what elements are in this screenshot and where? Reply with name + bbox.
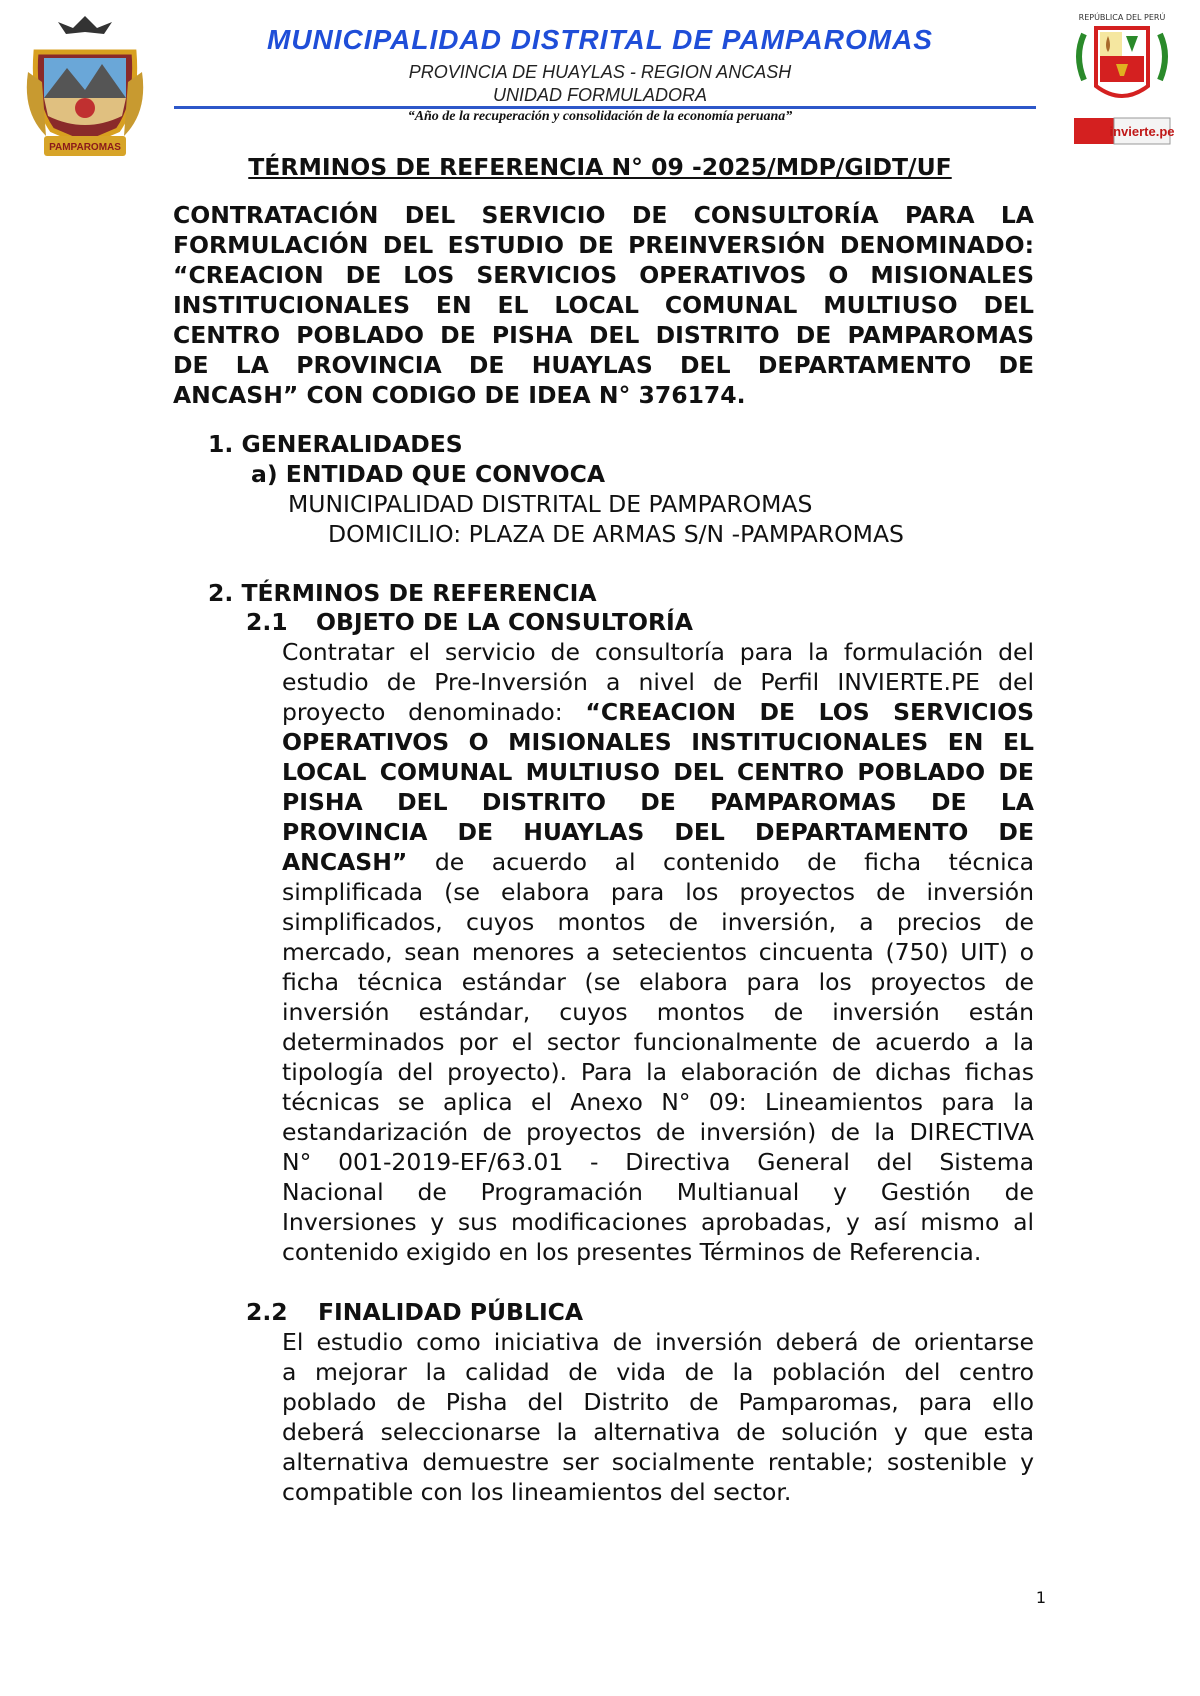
paragraph-line: tipología del proyecto). Para la elaboración de dichas fichas xyxy=(282,1058,1034,1086)
paragraph-line: PROVINCIA DE HUAYLAS DEL DEPARTAMENTO DE xyxy=(282,818,1034,846)
entity-address: DOMICILIO: PLAZA DE ARMAS S/N -PAMPAROMAS xyxy=(328,520,904,548)
subject-line: “CREACION DE LOS SERVICIOS OPERATIVOS O MISIONALES xyxy=(173,261,1034,289)
subject-line: DE LA PROVINCIA DE HUAYLAS DEL DEPARTAMENTO DE xyxy=(173,351,1034,379)
paragraph-line: Inversiones y sus modificaciones aprobadas, y así mismo al xyxy=(282,1208,1034,1236)
left-logo-banner-text: PAMPAROMAS xyxy=(49,142,121,153)
paragraph-line: mercado, sean menores a setecientos cincuenta (750) UIT) o xyxy=(282,938,1034,966)
municipal-coat-of-arms-logo xyxy=(22,12,148,158)
paragraph-line: LOCAL COMUNAL MULTIUSO DEL CENTRO POBLADO DE xyxy=(282,758,1034,786)
subject-line: FORMULACIÓN DEL ESTUDIO DE PREINVERSIÓN DENOMINADO: xyxy=(173,231,1034,259)
section-2-2-number: 2.2 xyxy=(246,1298,288,1326)
paragraph-line: OPERATIVOS O MISIONALES INSTITUCIONALES EN EL xyxy=(282,728,1034,756)
subject-line: ANCASH” CON CODIGO DE IDEA N° 376174. xyxy=(173,381,746,409)
paragraph-line: estudio de Pre-Inversión a nivel de Perfil INVIERTE.PE del xyxy=(282,668,1034,696)
subject-line: CONTRATACIÓN DEL SERVICIO DE CONSULTORÍA PARA LA xyxy=(173,201,1034,229)
paragraph-line: poblado de Pisha del Distrito de Pamparomas, para ello xyxy=(282,1388,1034,1416)
paragraph-line: PISHA DEL DISTRITO DE PAMPAROMAS DE LA xyxy=(282,788,1034,816)
section-2-heading: 2. TÉRMINOS DE REFERENCIA xyxy=(208,579,597,607)
paragraph-line: contenido exigido en los presentes Términos de Referencia. xyxy=(282,1238,982,1266)
section-2-1-number: 2.1 xyxy=(246,608,288,636)
subject-line: CENTRO POBLADO DE PISHA DEL DISTRITO DE PAMPAROMAS xyxy=(173,321,1034,349)
section-2-2-paragraph xyxy=(282,1327,1034,1507)
peru-shield-invierte-logo xyxy=(1066,6,1178,148)
section-1-heading: 1. GENERALIDADES xyxy=(208,430,463,458)
section-2-1-title: OBJETO DE LA CONSULTORÍA xyxy=(316,608,693,636)
section-2-1-paragraph xyxy=(282,637,1034,1267)
municipality-title: MUNICIPALIDAD DISTRITAL DE PAMPAROMAS xyxy=(267,24,933,55)
page-number: 1 xyxy=(1035,1588,1046,1607)
line-bold-part: “CREACION DE LOS SERVICIOS xyxy=(585,698,1034,726)
entity-name: MUNICIPALIDAD DISTRITAL DE PAMPAROMAS xyxy=(288,490,813,518)
paragraph-line-mixed xyxy=(282,697,1034,727)
paragraph-line: estandarización de proyectos de inversión) de la DIRECTIVA xyxy=(282,1118,1034,1146)
section-1a-heading: a) ENTIDAD QUE CONVOCA xyxy=(251,460,606,488)
line-bold-part: ANCASH” xyxy=(282,848,408,876)
paragraph-line: alternativa demuestre ser socialmente rentable; sostenible y xyxy=(282,1448,1034,1476)
invierte-badge-text: invierte.pe xyxy=(1109,124,1175,139)
line-plain-part: proyecto denominado: xyxy=(282,698,586,726)
paragraph-line: simplificados, cuyos montos de inversión, a precios de xyxy=(282,908,1034,936)
subject-line: INSTITUCIONALES EN EL LOCAL COMUNAL MULTIUSO DEL xyxy=(173,291,1034,319)
section-2-2-title: FINALIDAD PÚBLICA xyxy=(318,1298,584,1326)
unit-subtitle: UNIDAD FORMULADORA xyxy=(492,85,707,105)
paragraph-line: determinados por el sector funcionalmente de acuerdo a la xyxy=(282,1028,1034,1056)
paragraph-line: ficha técnica estándar (se elabora para los proyectos de xyxy=(282,968,1034,996)
paragraph-line: técnicas se aplica el Anexo N° 09: Lineamientos para la xyxy=(282,1088,1034,1116)
paragraph-line: inversión estándar, cuyos montos de inversión están xyxy=(282,998,1034,1026)
consultancy-subject xyxy=(173,200,1034,410)
province-subtitle: PROVINCIA DE HUAYLAS - REGION ANCASH xyxy=(408,62,792,82)
paragraph-line-mixed xyxy=(282,847,1034,877)
paragraph-line: compatible con los lineamientos del sector. xyxy=(282,1478,792,1506)
line-plain-part: de acuerdo al contenido de ficha técnica xyxy=(407,848,1034,876)
terms-reference-title: TÉRMINOS DE REFERENCIA N° 09 -2025/MDP/GIDT/UF xyxy=(248,153,952,181)
paragraph-line: Contratar el servicio de consultoría para la formulación del xyxy=(282,638,1034,666)
republic-label: REPÚBLICA DEL PERÚ xyxy=(1078,13,1166,22)
paragraph-line: simplificada (se elabora para los proyectos de inversión xyxy=(282,878,1034,906)
paragraph-line: Nacional de Programación Multianual y Gestión de xyxy=(282,1178,1034,1206)
paragraph-line: deberá seleccionarse la alternativa de solución y que esta xyxy=(282,1418,1034,1446)
paragraph-line: a mejorar la calidad de vida de la población del centro xyxy=(282,1358,1034,1386)
paragraph-line: El estudio como iniciativa de inversión deberá de orientarse xyxy=(282,1328,1034,1356)
paragraph-line: N° 001-2019-EF/63.01 - Directiva General del Sistema xyxy=(282,1148,1034,1176)
year-motto: “Año de la recuperación y consolidación de la economía peruana” xyxy=(407,109,793,124)
